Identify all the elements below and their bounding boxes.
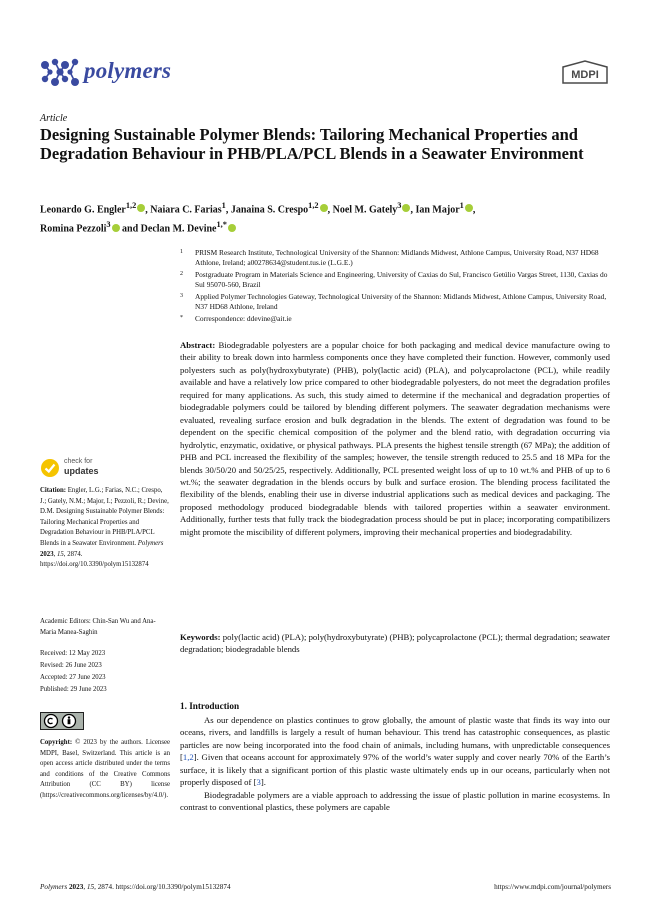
paragraph [180,714,610,789]
footer-journal-url[interactable]: https://www.mdpi.com/journal/polymers [494,883,611,891]
author-affiliation-mark: 1,* [216,220,227,230]
copyright-block [40,738,170,802]
affiliation-item [180,270,610,290]
date-published: Published: 29 June 2023 [40,686,107,694]
author[interactable]: Declan M. Devine [140,223,217,235]
abstract-label: Abstract: [180,340,216,350]
keywords-text: poly(lactic acid) (PLA); poly(hydroxybutyrate) (PHB); polycaprolactone (PCL); thermal degradation; seawater degradation; biodegradable blends [180,632,610,655]
article-title: Designing Sustainable Polymer Blends: Tailoring Mechanical Properties and Degradation Behaviour in PHB/PLA/PCL Blends in a Seawater Environment [40,125,584,163]
author-affiliation-mark: 1 [221,201,226,210]
orcid-icon[interactable] [465,204,473,212]
check-updates-line2: updates [64,466,99,476]
correspondence-text[interactable]: Correspondence: ddevine@ait.ie [195,314,292,323]
citation-text: Engler, L.G.; Farias, N.C.; Crespo, J.; Gately, N.M.; Major, I.; Pezzoli, R.; Devine, D.M. Designing Sustainable Polymer Blends: Tailoring Mechanical Properties and Degradation Behaviour in PHB/PLA/PCL Blends in a Seawater Environment. [40,487,169,547]
affiliation-item [180,292,610,312]
cc-by-license-icon[interactable] [40,712,84,730]
article-type: Article [40,113,68,124]
check-updates-line1: check for [64,458,93,465]
dates-block [40,648,170,696]
citation-year: 2023 [40,550,54,558]
keywords-label: Keywords: [180,632,221,642]
affiliation-mark: 3 [180,293,183,299]
footer-journal: Polymers [40,883,68,891]
orcid-icon[interactable] [137,204,145,212]
academic-editors: Academic Editors: Chin-San Wu and Ana-Maria Manea-Saghin [40,618,156,636]
footer-citation: Polymers 2023, 15, 2874. https://doi.org/10.3390/polym15132874 [40,883,231,891]
paragraph-text: ]. [260,777,266,788]
reference-link[interactable]: 3 [256,777,261,788]
footer-volume: 15 [86,883,95,891]
footer-year: 2023 [68,883,84,891]
keywords [180,631,610,656]
date-revised: Revised: 26 June 2023 [40,662,102,670]
author-affiliation-mark: 1 [459,201,464,210]
introduction-body [180,714,610,814]
affiliation-text: PRISM Research Institute, Technological University of the Shannon: Midlands Midwest, Athlone Campus, University Road, N37 HD68 Athlone, Ireland; a00278634@student.tus.ie (L.G.E.) [195,248,599,267]
date-received: Received: 12 May 2023 [40,650,106,657]
affiliation-item [180,248,610,268]
mdpi-logo[interactable] [560,60,610,86]
affiliation-mark: 1 [180,249,183,255]
author[interactable]: Ian Major [415,204,460,216]
affiliation-text: Applied Polymer Technologies Gateway, Technological University of the Shannon: Midlands Midwest, Athlone Campus, University Road, N37 HD68 Athlone, Ireland [195,292,607,311]
abstract [180,339,610,538]
orcid-icon[interactable] [320,204,328,212]
citation-volume: 15 [57,550,64,558]
paragraph: Biodegradable polymers are a viable approach to addressing the issue of plastic pollution in marine ecosystems. In contrast to conventional plastics, these polymers are capable [180,789,610,813]
author[interactable]: Romina Pezzoli [40,223,107,235]
affiliation-mark: * [180,315,183,321]
author[interactable]: Noel M. Gately [332,204,398,216]
citation-journal: Polymers [137,539,164,547]
author-affiliation-mark: 1,2 [125,201,137,210]
author[interactable]: Leonardo G. Engler [40,204,126,216]
author-list: Leonardo G. Engler$^{1,2}$ , Naiara C. Farias$^1$, Janaina S. Crespo$^{1,2}$ , Noel M. Gately$^3$ , Ian Major$^1$ , Romina Pezzoli$^3$ and Declan M. Devine$^{1,*}$ [40,201,476,235]
section-heading: 1. Introduction [180,701,240,711]
check-for-updates-button[interactable] [40,458,140,480]
author-affiliation-mark: 3 [397,201,402,210]
author-affiliation-mark: 1,2 [308,201,319,210]
copyright-label: Copyright: [40,739,73,746]
check-updates-icon [40,458,60,478]
citation-block: Citation: Engler, L.G.; Farias, N.C.; Crespo, J.; Gately, N.M.; Major, I.; Pezzoli, R.; Devine, D.M. Designing Sustainable Polymer Blends: Tailoring Mechanical Properties and Degradation Behaviour in PHB/PLA/PCL Blends in a Seawater Environment. Polymers 2023, 15, 2874. https://doi.org/10.3390/polym15132874 [40,487,169,569]
affiliation-mark: 2 [180,271,183,277]
reference-link[interactable]: 1,2 [182,752,194,763]
affiliations [180,248,610,326]
paragraph-text: As our dependence on plastics continues to grow globally, the amount of plastic waste that finds its way into our oceans, rivers, and landfills is largely a result of human behaviour. This trend has catastrophic consequences, as plastic particles are now being incorporated into the food chain of animals, including humans, with unpredictable consequences [ [180,715,610,763]
orcid-icon[interactable] [228,224,236,232]
footer-doi-link[interactable]: , 2874. https://doi.org/10.3390/polym15132874 [94,883,231,891]
mdpi-logo-text: MDPI [571,69,599,81]
affiliation-text: Postgraduate Program in Materials Science and Engineering, University of Caxias do Sul, Francisco Getúlio Vargas Street, 1130, Caxias do Sul 95070-560, Brazil [195,270,608,289]
author[interactable]: Janaina S. Crespo [230,204,309,216]
abstract-text: Biodegradable polyesters are a popular choice for both packaging and medical device manufacture owing to their ability to break down into harmless components once they have completed their function. However, commonly used polyesters such as poly(hydroxybutyrate) (PHB), poly(lactic acid) (PLA), and polycaprolactone (PCL), while readily available and have a relatively low price compared to other biodegradable polyesters, do not meet the degradation profiles required for many applications. As such, this study aimed to determine if the mechanical and degradation properties of biodegradable polymers could be tailored by blending different polymers. The seawater degradation mechanisms were evaluated, revealing surface erosion and bulk degradation in the blends. The extent of degradation was found to be dependent on the specific chemical composition of the polymer and the blend ratio, with degradation occurring via hydrolytic, enzymatic, oxidative, or physical pathways. PLA presents the highest tensile strength (67 MPa); the addition of PHB and PCL increased the flexibility of the samples; however, the tensile strength reduced to 25.5 and 18 MPa for the blends 30/50/20 and 50/25/25, respectively. Additionally, PCL presented weight loss of up to 10 wt.% and PHB of up to 6 wt.%; the seawater degradation in the blends occurs by bulk and surface erosion. The blending process facilitated the flexibility of the blends, enabling their use in diverse industrial applications such as medical devices and packaging. The proposed methodology produced biodegradable blends with tailored properties within a seawater environment. Additionally, further tests that fully track the biodegradation process should be put in place; incorporating compatibilizers might promote the miscibility of different polymers, improving their mechanical properties and biodegradability. [180,340,611,537]
author-affiliation-mark: 3 [106,220,111,230]
citation-doi[interactable]: , 2874. https://doi.org/10.3390/polym15132874 [40,550,149,569]
orcid-icon[interactable] [112,224,120,232]
citation-label: Citation: [40,487,67,494]
copyright-text: © 2023 by the authors. Licensee MDPI, Basel, Switzerland. This article is an open access article distributed under the terms and conditions of the Creative Commons Attribution (CC BY) license (https://creativecommons.org/licenses/by/4.0/). [40,739,170,799]
paragraph-text: ]. Given that oceans account for approximately 97% of the world’s water supply and cover nearly 70% of the Earth’s surface, it is likely that a significant portion of this plastic waste ultimately ends up in our oceans, particularly when not properly disposed of [ [180,752,610,788]
author[interactable]: Naiara C. Farias [150,204,222,216]
journal-name: polymers [84,58,172,83]
polymer-molecule-icon [40,58,80,86]
affiliation-item [180,314,610,324]
date-accepted: Accepted: 27 June 2023 [40,674,106,682]
orcid-icon[interactable] [402,204,410,212]
